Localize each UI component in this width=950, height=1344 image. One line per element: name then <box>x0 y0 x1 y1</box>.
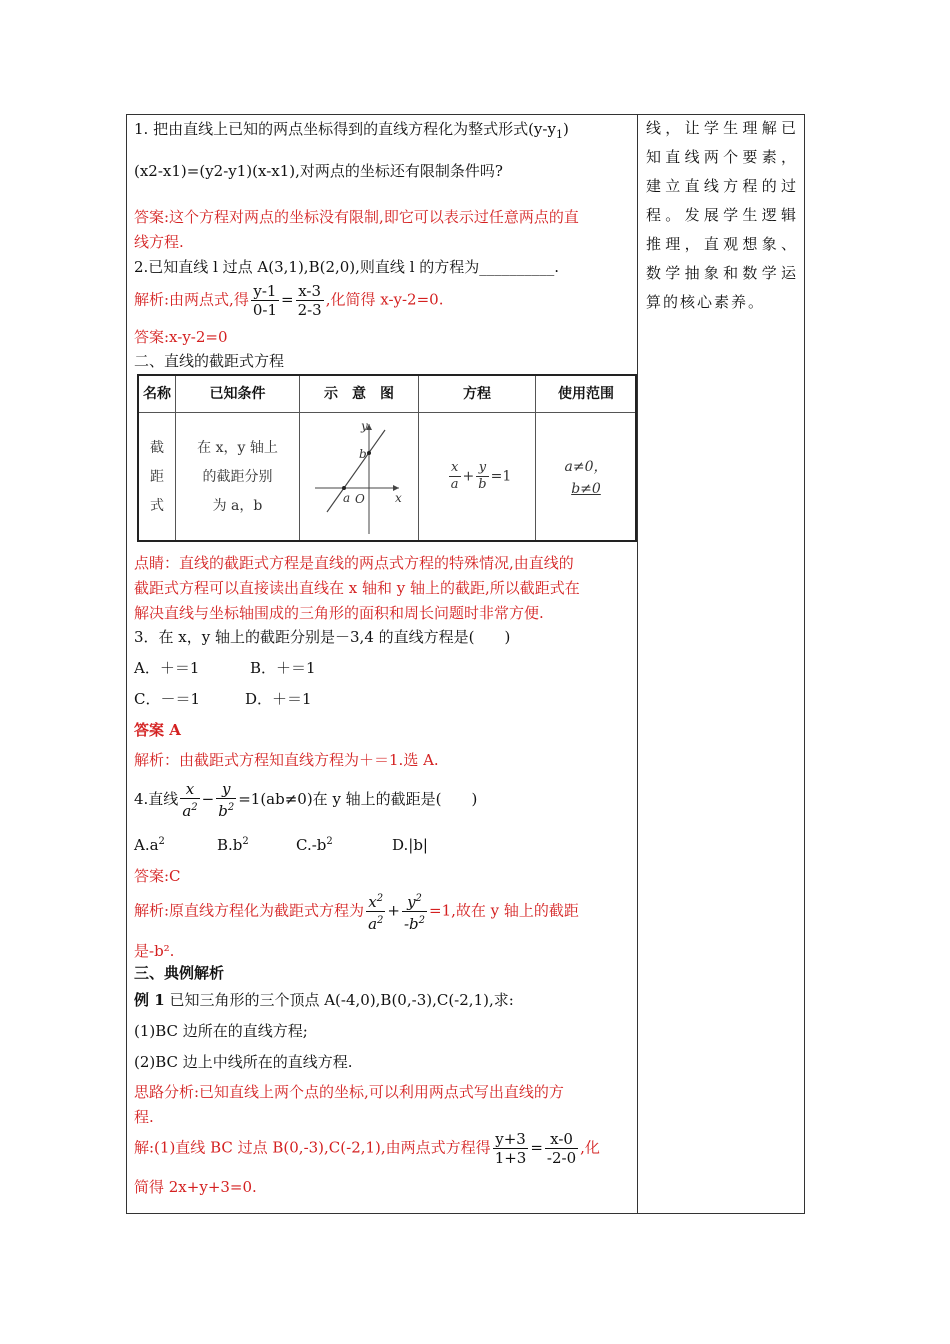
tip-line2: 截距式方程可以直接读出直线在 x 轴和 y 轴上的截距,所以截距式在 <box>134 579 580 597</box>
q2-answer: 答案:x-y-2=0 <box>134 328 228 346</box>
q3-option-b: B．＋＝1 <box>250 659 316 677</box>
origin-label: O <box>355 492 365 506</box>
table-header-rule <box>139 412 635 413</box>
q3-option-c: C．－＝1 <box>134 690 201 708</box>
tip-line1: 点睛：直线的截距式方程是直线的两点式方程的特殊情况,由直线的 <box>134 554 574 572</box>
axis-x-label: x <box>395 491 402 505</box>
example1-idea: 思路分析:已知直线上两个点的坐标,可以利用两点式写出直线的方 <box>134 1083 564 1101</box>
header-name: 名称 <box>143 386 171 402</box>
header-condition: 已知条件 <box>209 386 266 402</box>
q4-analysis-cont: 是-b². <box>134 942 175 960</box>
section2-title: 二、直线的截距式方程 <box>134 352 285 370</box>
intercept-b-label: b <box>359 447 367 461</box>
header-diagram: 示 意 图 <box>324 386 394 402</box>
header-range: 使用范围 <box>558 386 614 402</box>
tip-line3: 解决直线与坐标轴围成的三角形的面积和周长问题时非常方便. <box>134 604 544 622</box>
section3-title: 三、典例解析 <box>134 964 225 982</box>
intercept-diagram <box>309 416 409 536</box>
q2-text: 2.已知直线 l 过点 A(3,1),B(2,0),则直线 l 的方程为__________. <box>134 258 560 276</box>
example1-part2: (2)BC 边上中线所在的直线方程. <box>134 1053 353 1071</box>
example1-solution: 解:(1)直线 BC 过点 B(0,-3),C(-2,1),由两点式方程得 $\frac{y+3}{1+3}$ = $\frac{x-0}{-2-0}$ ,化 <box>134 1130 600 1167</box>
example1-idea-cont: 程. <box>134 1108 154 1126</box>
q4-analysis: 解析:原直线方程化为截距式方程为 $\frac{x^2}{a^2}$ + $\frac{y^2}{-b^2}$ =1,故在 y 轴上的截距 <box>134 890 579 933</box>
example1-text: 例 1 已知三角形的三个顶点 A(-4,0),B(0,-3),C(-2,1),求: <box>134 991 514 1009</box>
q1-line1: 1. 把由直线上已知的两点坐标得到的直线方程化为整式形式$(y-y_1)$ <box>134 120 569 141</box>
cell-equation: $\frac{x}{a}$ + $\frac{y}{b}$ =1 <box>450 460 512 492</box>
q3-answer: 答案 A <box>134 721 181 739</box>
example1-part1: (1)BC 边所在的直线方程; <box>134 1022 308 1040</box>
axis-y-label: y <box>361 419 368 433</box>
intercept-a-label: a <box>343 491 351 505</box>
q3-option-a: A．＋＝1 <box>134 659 200 677</box>
q1-answer: 答案:这个方程对两点的坐标没有限制,即它可以表示过任意两点的直 <box>134 208 579 226</box>
cell-condition: 在 x，y 轴上 的截距分别 为 a，b <box>197 440 278 514</box>
q2-analysis: 解析:由两点式,得 $\frac{y-1}{0-1}$ = $\frac{x-3}{2-3}$ ,化简得 x-y-2=0. <box>134 282 444 319</box>
q4-option-a: $A.a^2$ <box>134 836 165 854</box>
teaching-intent-note: 线，让学生理解已知直线两个要素，建立直线方程的过程。发展学生逻辑推理，直观想象、数学抽象和数学运算的核心素养。 <box>646 119 798 311</box>
q4-answer: 答案:C <box>134 867 181 885</box>
q4-option-c: $C.-b^2$ <box>296 836 333 854</box>
q3-analysis: 解析：由截距式方程知直线方程为＋＝1.选 A. <box>134 751 439 769</box>
q4-text: 4.直线 $\frac{x}{a^2}$ − $\frac{y}{b^2}$ =1(ab≠0)在 y 轴上的截距是( ) <box>134 780 478 820</box>
cell-range: a≠0， b≠0 <box>564 459 608 497</box>
cell-name: 截 距 式 <box>150 440 164 514</box>
q1-answer-cont: 线方程. <box>134 233 184 251</box>
q4-option-d: D.|b| <box>392 836 428 854</box>
q3-text: 3．在 x，y 轴上的截距分别是－3,4 的直线方程是( ) <box>134 628 511 646</box>
header-equation: 方程 <box>463 386 491 402</box>
intercept-form-table <box>137 374 637 542</box>
column-divider <box>637 114 638 1214</box>
q3-option-d: D．＋＝1 <box>245 690 312 708</box>
example1-solution-cont: 简得 2x+y+3=0. <box>134 1178 257 1196</box>
q4-option-b: $B.b^2$ <box>217 836 249 854</box>
q1-line2: (x2-x1)=(y2-y1)(x-x1),对两点的坐标还有限制条件吗? <box>134 162 503 180</box>
